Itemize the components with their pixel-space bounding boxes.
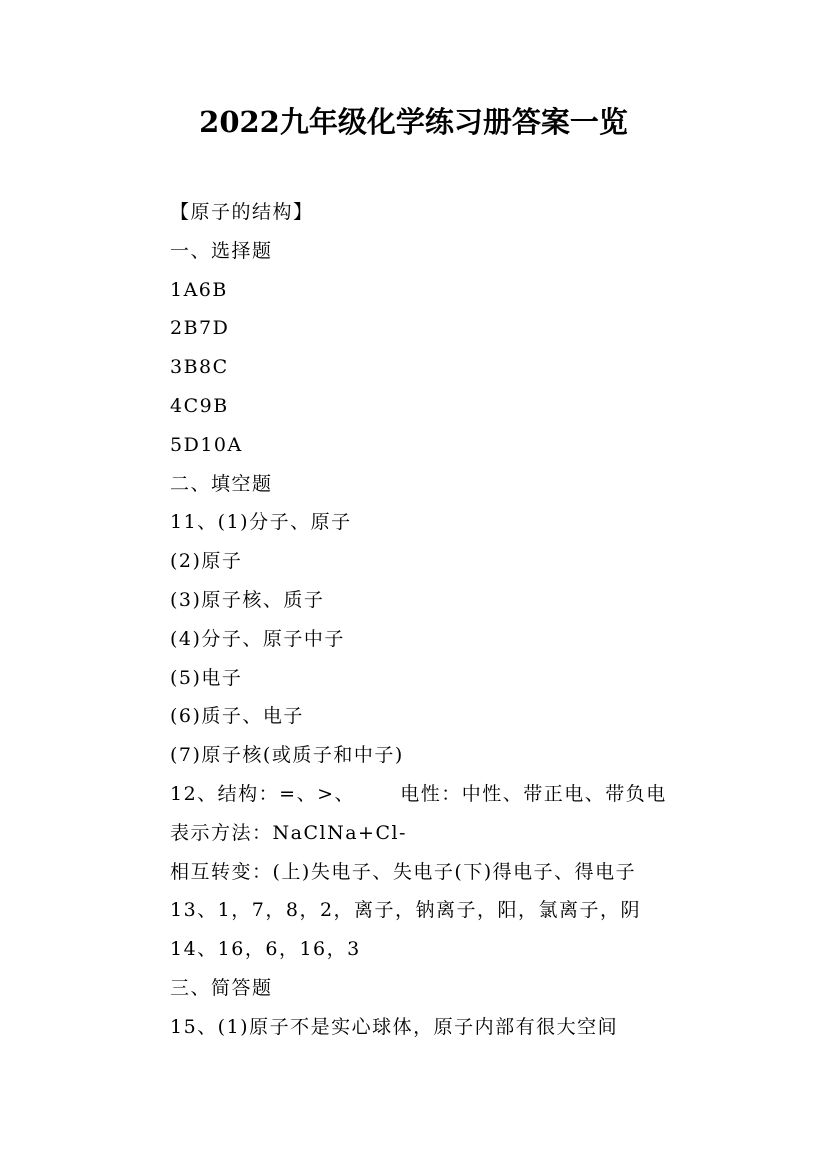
- answer-line: 13、1，7，8，2，离子，钠离子，阳，氯离子，阴: [170, 899, 642, 922]
- answer-line: 11、(1)分子、原子: [170, 511, 352, 534]
- document-title: 2022九年级化学练习册答案一览: [199, 105, 628, 139]
- subsection-heading: 二、填空题: [170, 472, 273, 495]
- answer-line: (5)电子: [170, 666, 243, 689]
- answer-line: 4C9B: [170, 394, 229, 417]
- answer-line: (3)原子核、质子: [170, 588, 325, 611]
- subsection-heading: 一、选择题: [170, 239, 273, 262]
- answer-line: (6)质子、电子: [170, 705, 304, 728]
- answer-line: 1A6B: [170, 278, 228, 301]
- answer-line: (2)原子: [170, 550, 243, 573]
- answer-line: 表示方法：NaClNa+Cl-: [170, 821, 407, 844]
- answer-line: 相互转变：(上)失电子、失电子(下)得电子、得电子: [170, 860, 637, 883]
- answer-line: 12、结构：=、>、 电性：中性、带正电、带负电: [170, 782, 667, 805]
- subsection-heading: 三、简答题: [170, 976, 273, 999]
- answer-line: 3B8C: [170, 356, 229, 379]
- answer-list: [170, 193, 790, 1047]
- answer-line: 5D10A: [170, 433, 243, 456]
- answer-line: (4)分子、原子中子: [170, 627, 345, 650]
- section-heading: 【原子的结构】: [170, 201, 314, 223]
- answer-line: 2B7D: [170, 317, 230, 340]
- answer-line: 14、16，6，16，3: [170, 938, 361, 961]
- answer-line: (7)原子核(或质子和中子): [170, 744, 404, 767]
- answer-line: 15、(1)原子不是实心球体，原子内部有很大空间: [170, 1015, 619, 1038]
